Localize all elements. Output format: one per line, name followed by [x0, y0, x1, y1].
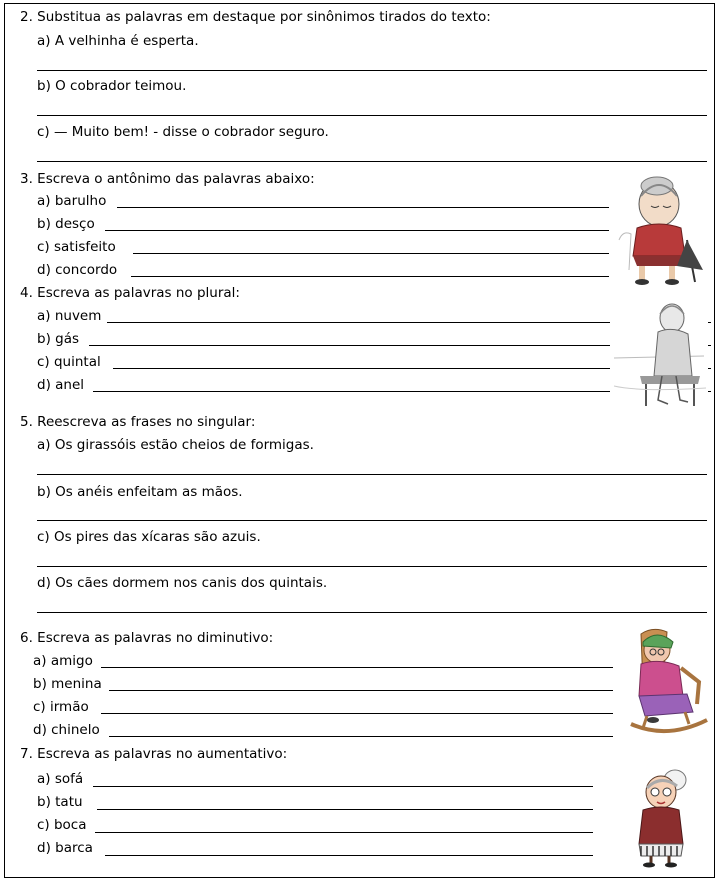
q6-answer-line-a[interactable]: [101, 667, 613, 668]
grandma-umbrella-illustration: [611, 170, 711, 290]
q7-answer-line-d[interactable]: [105, 855, 593, 856]
q6-answer-line-c[interactable]: [101, 713, 613, 714]
q4-item-c: c) quintal: [37, 354, 101, 370]
q7-answer-line-b[interactable]: [97, 809, 593, 810]
q2-item-a: a) A velhinha é esperta.: [37, 33, 199, 49]
question-6-heading: 6. Escreva as palavras no diminutivo:: [20, 630, 274, 646]
q6-answer-line-d[interactable]: [109, 736, 613, 737]
q3-answer-line-d[interactable]: [131, 276, 609, 277]
q3-answer-line-a[interactable]: [117, 207, 609, 208]
q6-item-d: d) chinelo: [33, 722, 100, 738]
question-2-heading: 2. Substitua as palavras em destaque por sinônimos tirados do texto:: [20, 9, 491, 25]
q5-answer-line-a[interactable]: [37, 474, 707, 475]
q5-answer-line-b[interactable]: [37, 520, 707, 521]
q6-item-c: c) irmão: [33, 699, 89, 715]
q7-answer-line-c[interactable]: [95, 832, 593, 833]
worksheet-frame: [4, 3, 715, 878]
q3-answer-line-c[interactable]: [133, 253, 609, 254]
question-5-heading: 5. Reescreva as frases no singular:: [20, 414, 256, 430]
q6-item-b: b) menina: [33, 676, 102, 692]
q3-answer-line-b[interactable]: [105, 230, 609, 231]
q2-item-c: c) — Muito bem! - disse o cobrador seguro.: [37, 124, 329, 140]
q7-item-c: c) boca: [37, 817, 87, 833]
question-4-heading: 4. Escreva as palavras no plural:: [20, 285, 240, 301]
q3-item-a: a) barulho: [37, 193, 107, 209]
q7-answer-line-a[interactable]: [93, 786, 593, 787]
q7-item-d: d) barca: [37, 840, 93, 856]
q3-item-b: b) desço: [37, 216, 95, 232]
q5-item-b: b) Os anéis enfeitam as mãos.: [37, 484, 243, 500]
q6-item-a: a) amigo: [33, 653, 93, 669]
grandma-cartoon-illustration: [621, 766, 701, 868]
question-3-heading: 3. Escreva o antônimo das palavras abaixo:: [20, 171, 315, 187]
q5-item-c: c) Os pires das xícaras são azuis.: [37, 529, 261, 545]
q4-item-d: d) anel: [37, 377, 85, 393]
q7-item-a: a) sofá: [37, 771, 84, 787]
q3-item-c: c) satisfeito: [37, 239, 116, 255]
grandma-sketch-illustration: [610, 296, 708, 414]
question-7-heading: 7. Escreva as palavras no aumentativo:: [20, 746, 288, 762]
q2-item-b: b) O cobrador teimou.: [37, 78, 187, 94]
q4-item-b: b) gás: [37, 331, 80, 347]
q5-item-a: a) Os girassóis estão cheios de formigas.: [37, 437, 314, 453]
q2-answer-line-b[interactable]: [37, 115, 707, 116]
q4-item-a: a) nuvem: [37, 308, 102, 324]
q5-answer-line-c[interactable]: [37, 566, 707, 567]
q6-answer-line-b[interactable]: [109, 690, 613, 691]
q2-answer-line-c[interactable]: [37, 161, 707, 162]
q3-item-d: d) concordo: [37, 262, 118, 278]
q2-answer-line-a[interactable]: [37, 70, 707, 71]
grandma-rocking-chair-illustration: [623, 624, 709, 740]
q7-item-b: b) tatu: [37, 794, 83, 810]
q5-answer-line-d[interactable]: [37, 612, 707, 613]
q5-item-d: d) Os cães dormem nos canis dos quintais.: [37, 575, 328, 591]
